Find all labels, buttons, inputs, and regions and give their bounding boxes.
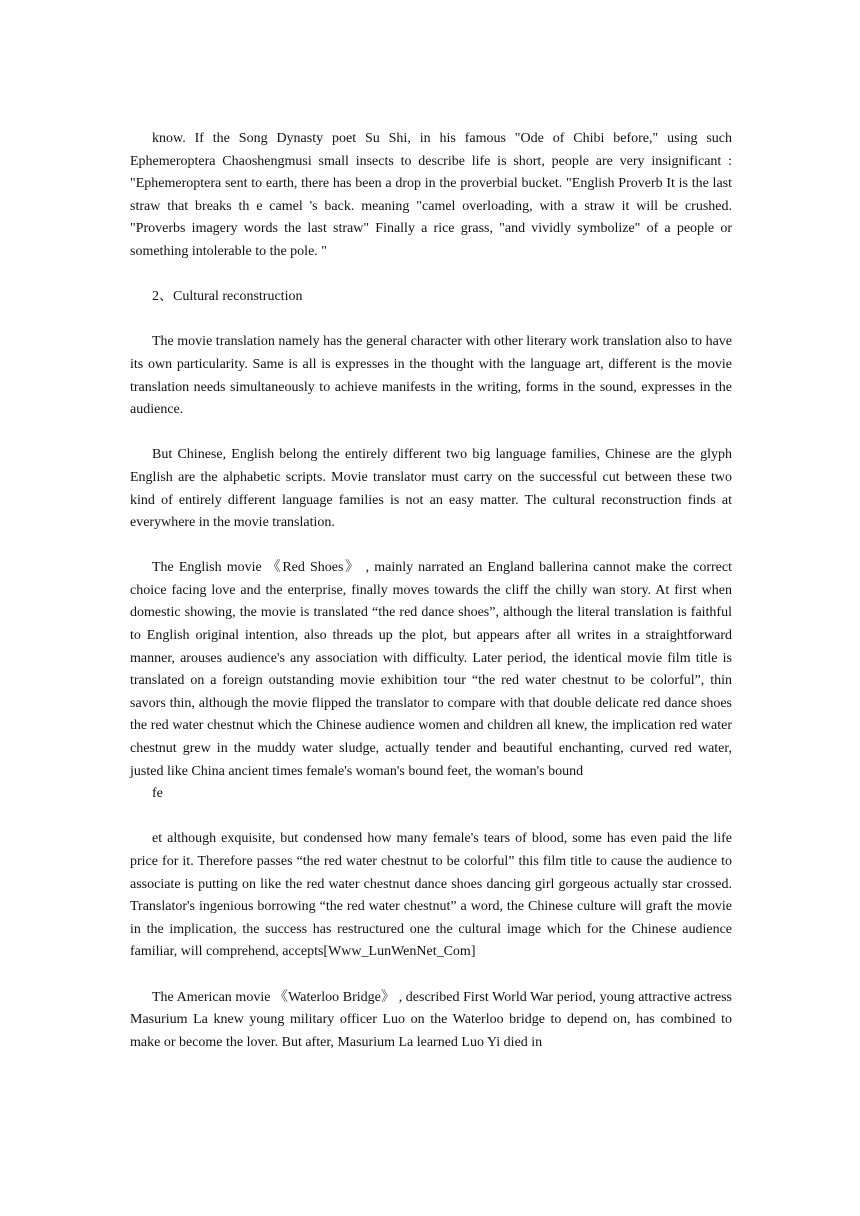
paragraph-gap	[130, 309, 732, 332]
paragraph-fragment: fe	[152, 786, 163, 802]
paragraph-movie-translation: The movie translation namely has the general character with other literary work translation also to have its own particularity. Same is all is expresses in the thought with the language art, different is the movie translation needs simultaneously to achieve manifests in the writing, forms in the sound, expresses in the audience.	[130, 334, 732, 418]
paragraph-gap	[130, 422, 732, 445]
paragraph-gap	[130, 535, 732, 558]
paragraph-language-families: But Chinese, English belong the entirely different two big language families, Chinese are the glyph English are the alphabetic scripts. Movie translator must carry on the successful cut between these two kind of entirely different language families is not an easy matter. The cultural reconstruction finds at everywhere in the movie translation.	[130, 447, 732, 531]
paragraph-waterloo-bridge: The American movie 《Waterloo Bridge》 , described First World War period, young attractive actress Masurium La knew young military officer Luo on the Waterloo bridge to depend on, has combined to make or become the lover. But after, Masurium La learned Luo Yi died in	[130, 989, 732, 1050]
paragraph-proverb: know. If the Song Dynasty poet Su Shi, in his famous "Ode of Chibi before," using such Ephemeroptera Chaoshengmusi small insects to describe life is short, people are very insignificant : "Ephemeroptera sent to earth, there has been a drop in the proverbial bucket. "English Proverb It is the last straw that breaks th e camel 's back. meaning "camel overloading, with a straw it will be crushed. "Proverbs imagery words the last straw" Finally a rice grass, "and vividly symbolize" of a people or something intolerable to the pole. "	[130, 131, 732, 259]
section-heading: 2、Cultural reconstruction	[152, 289, 303, 305]
paragraph-red-shoes: The English movie 《Red Shoes》 , mainly narrated an England ballerina cannot make the correct choice facing love and the enterprise, finally moves towards the cliff the chilly wan story. At first when domestic showing, the movie is translated “the red dance shoes”, although the literal translation is faithful to English original intention, also threads up the plot, but appears after all writes in a straightforward manner, arouses audience's any association with difficulty. Later period, the identical movie film title is translated on a foreign outstanding movie exhibition tour “the red water chestnut to be colorful”, thin savors thin, although the movie flipped the translator to compare with that double delicate red dance shoes the red water chestnut which the Chinese audience women and children all knew, the implication red water chestnut grew in the muddy water sludge, actually tender and beautiful enchanting, curved red water, justed like China ancient times female's woman's bound feet, the woman's bound	[130, 560, 732, 779]
document-page	[130, 128, 732, 1054]
paragraph-red-water-chestnut: et although exquisite, but condensed how many female's tears of blood, some has even paid the life price for it. Therefore passes “the red water chestnut to be colorful” this film title to cause the audience to associate is putting on like the red water chestnut dance shoes dancing girl gorgeous actually star crossed. Translator's ingenious borrowing “the red water chestnut” a word, the Chinese culture will graft the movie in the implication, the success has restructured one the cultural image which for the Chinese audience familiar, will comprehend, accepts[Www_LunWenNet_Com]	[130, 831, 732, 960]
paragraph-gap	[130, 806, 732, 829]
paragraph-gap	[130, 964, 732, 987]
paragraph-gap	[130, 264, 732, 287]
